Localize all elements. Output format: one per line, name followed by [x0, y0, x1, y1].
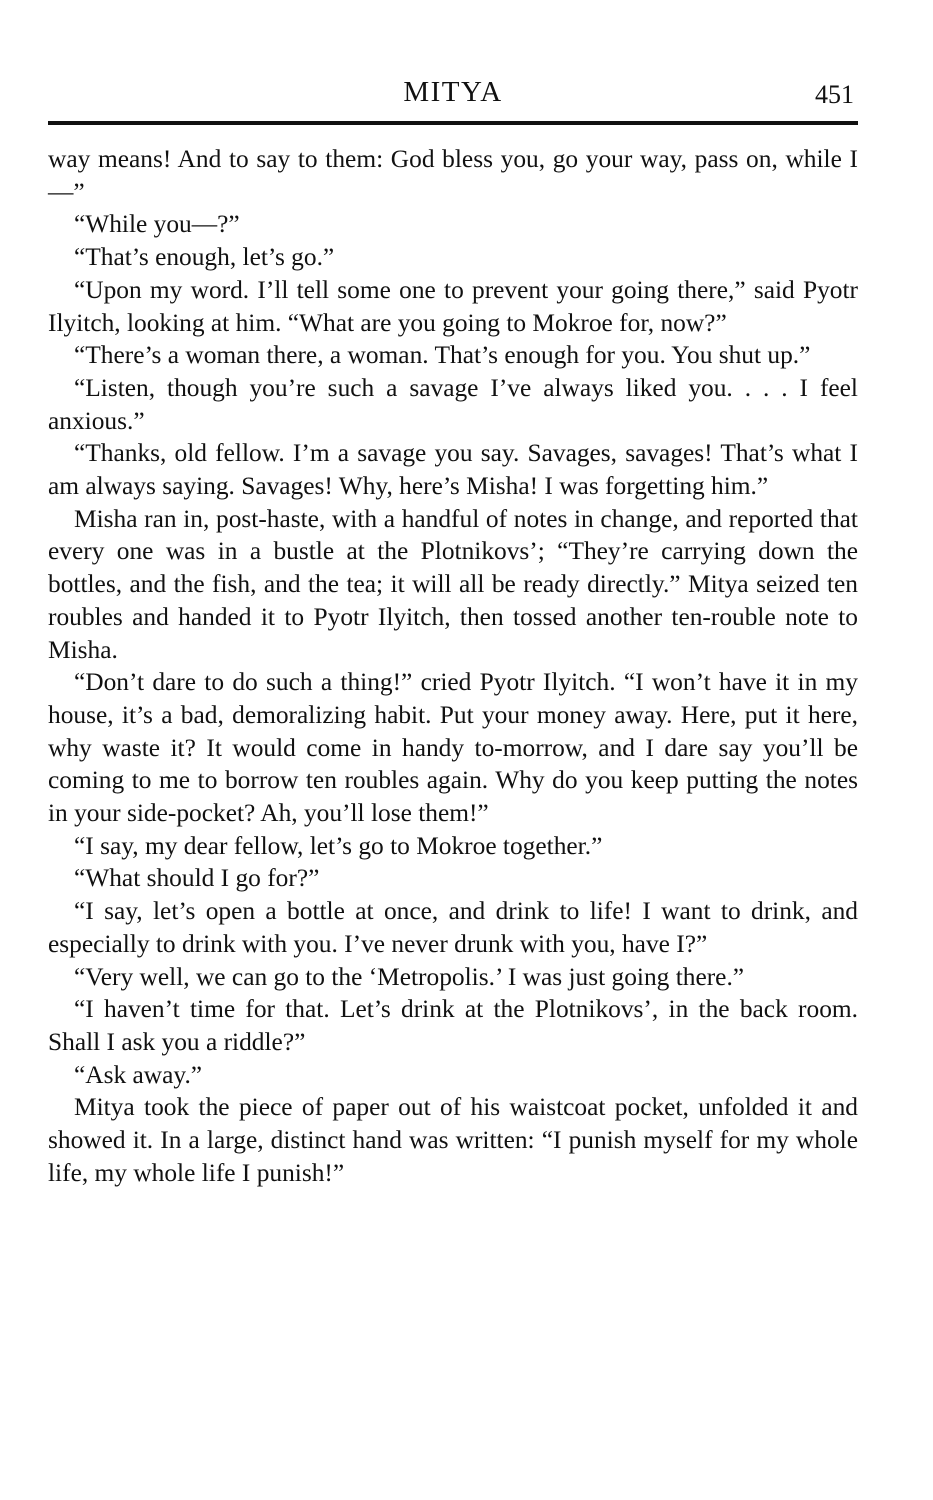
paragraph: “That’s enough, let’s go.” — [74, 243, 335, 272]
paragraph: “Ask away.” — [74, 1060, 203, 1089]
paragraph: “I haven’t time for that. Let’s drink at the Plotnikovs’, in the back room. Shall I ask you a riddle?” — [48, 995, 858, 1056]
paragraph: “While you—?” — [74, 210, 240, 239]
paragraph: “Don’t dare to do such a thing!” cried Pyotr Ilyitch. “I won’t have it in my house, it’s a bad, demoralizing habit. Put your money away. Here, put it here, why waste it? It would come in handy to-morrow, and I dare say you’ll be coming to me to borrow ten roubles again. Why do you keep putting the notes in your side-pocket? Ah, you’ll lose them!” — [48, 668, 858, 828]
paragraph: “Listen, though you’re such a savage I’ve always liked you. . . . I feel anxious.” — [48, 373, 858, 435]
running-head: MITYA — [403, 76, 503, 108]
paragraph: Mitya took the piece of paper out of his waistcoat pocket, unfolded it and showed it. In a large, distinct hand was written: “I punish myself for my whole life, my whole life I punish!” — [48, 1093, 858, 1187]
paragraph: “Upon my word. I’ll tell some one to prevent your going there,” said Pyotr Ilyitch, looking at him. “What are you going to Mokroe for, now?” — [48, 275, 858, 337]
page-number: 451 — [815, 80, 854, 109]
page-header — [48, 76, 858, 116]
paragraph: “Thanks, old fellow. I’m a savage you say. Savages, savages! That’s what I am always saying. Savages! Why, here’s Misha! I was forgetting him.” — [48, 439, 858, 501]
body-text — [48, 143, 858, 1190]
paragraph: “What should I go for?” — [74, 864, 320, 893]
header-rule — [48, 121, 858, 125]
paragraph: “Very well, we can go to the ‘Metropolis.’ I was just going there.” — [74, 962, 745, 991]
paragraph: “I say, let’s open a bottle at once, and drink to life! I want to drink, and especially to drink with you. I’ve never drunk with you, have I?” — [48, 897, 858, 958]
paragraph: “There’s a woman there, a woman. That’s enough for you. You shut up.” — [74, 341, 811, 370]
book-page — [48, 0, 858, 1500]
paragraph: way means! And to say to them: God bless you, go your way, pass on, while I—” — [48, 145, 858, 206]
paragraph: Misha ran in, post-haste, with a handful of notes in change, and reported that every one was in a bustle at the Plotnikovs’; “They’re carrying down the bottles, and the fish, and the tea; it will all be ready directly.” Mitya seized ten roubles and handed it to Pyotr Ilyitch, then tossed another ten-rouble note to Misha. — [48, 504, 858, 664]
paragraph: “I say, my dear fellow, let’s go to Mokroe together.” — [74, 831, 603, 860]
